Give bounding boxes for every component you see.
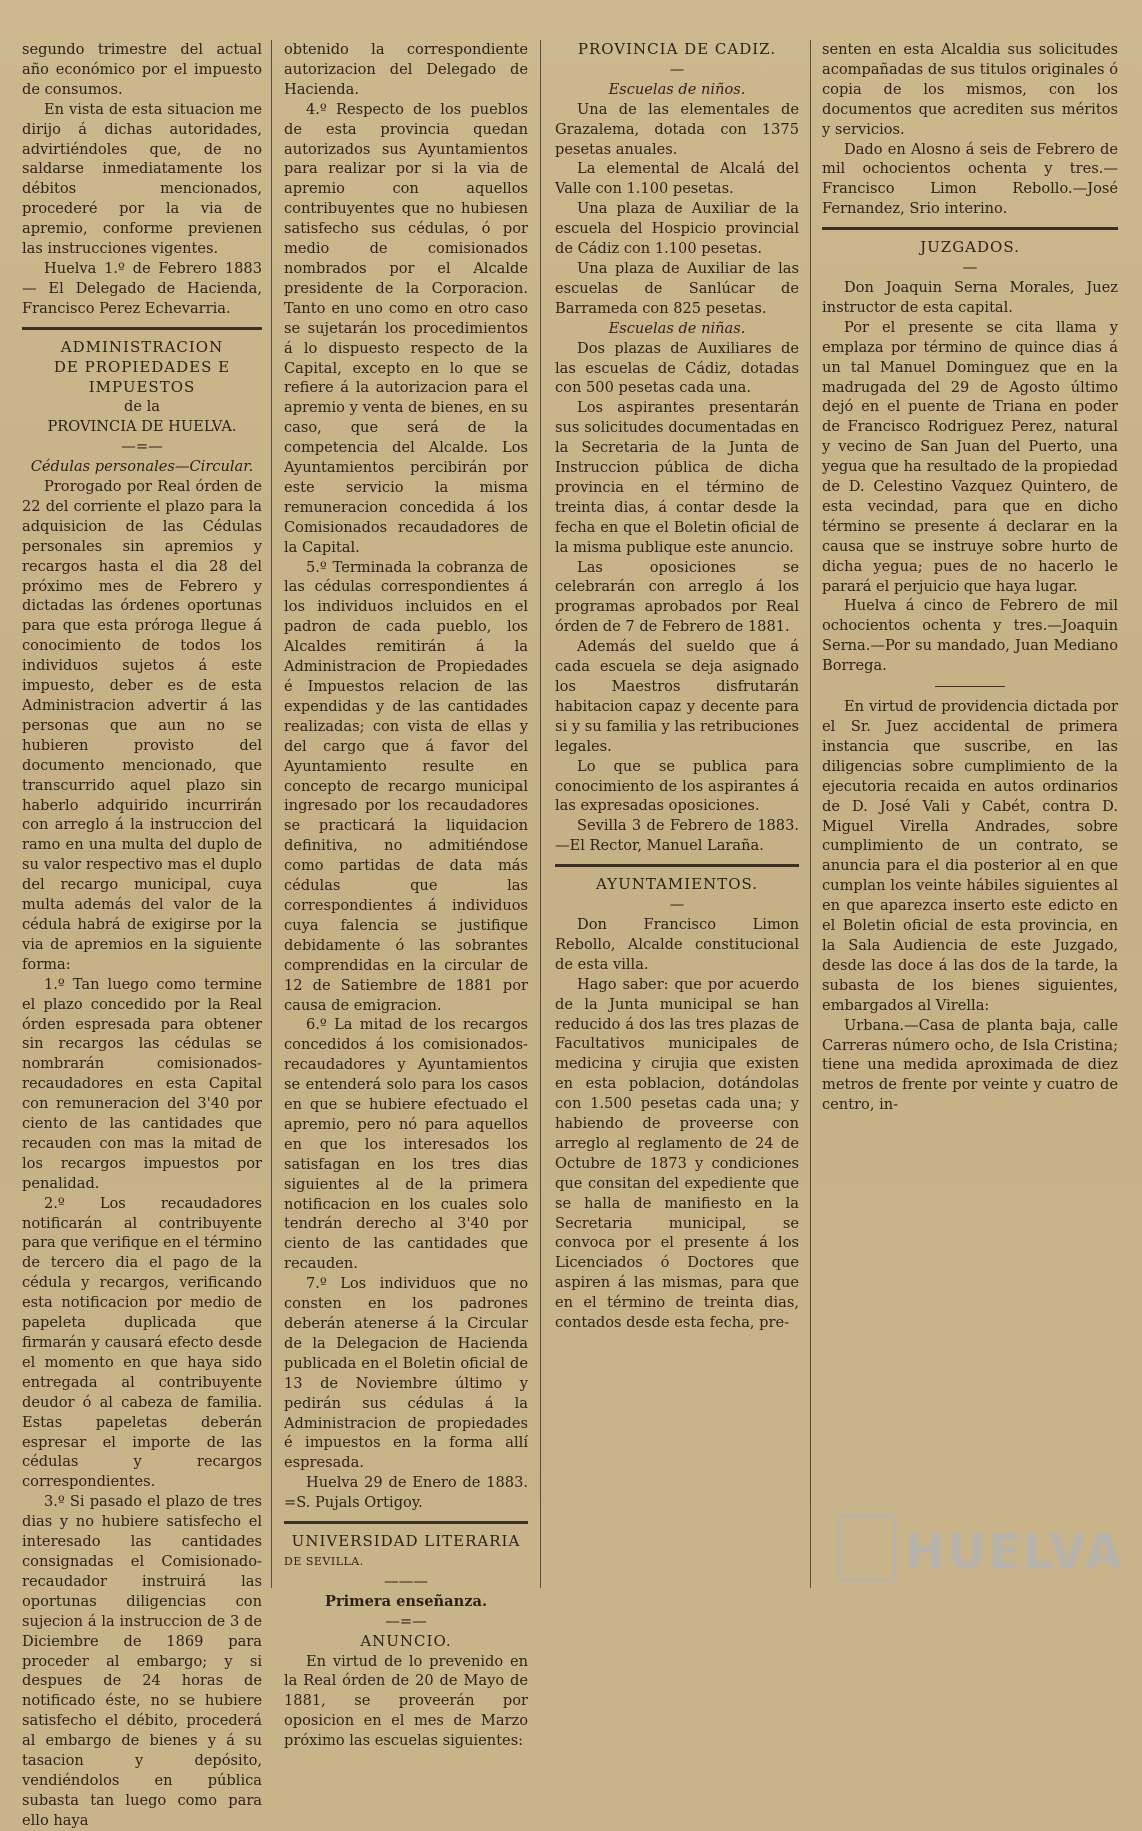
- subheading: Cédulas personales—Circular.: [30, 458, 254, 476]
- paragraph: Las oposiciones se celebrarán con arreglo á los programas aprobados por Real órden de 7 de Febrero de 1881.: [555, 558, 799, 636]
- section-divider: [22, 327, 262, 330]
- paragraph: Huelva 1.º de Febrero 1883 — El Delegado de Hacienda, Francisco Perez Echevarria.: [22, 259, 262, 317]
- paragraph: Prorogado por Real órden de 22 del corriente el plazo para la adquisicion de las Cédulas personales sin apremios y recargos hasta el dia 28 del próximo mes de Febrero y dictadas las órdenes oportunas para que esta próroga llegue á conocimiento de todos los individuos sujetos á este impuesto, deber es de esta Administracion advertir á las personas que aun no se hubieren provisto del documento mencionado, que transcurrido aquel plazo sin haberlo adquirido incurrirán con arreglo á la instruccion del ramo en una multa del duplo de su valor respectivo mas el duplo del recargo municipal, cuya multa además del valor de la cédula habrá de exigirse por la via de apremios en la siguiente forma:: [22, 478, 262, 973]
- ornament-dash: —: [669, 896, 685, 914]
- ornament-dash: —: [669, 60, 685, 78]
- ornament-dash: —: [962, 259, 978, 277]
- paragraph: La elemental de Alcalá del Valle con 1.100 pesetas.: [555, 160, 799, 198]
- subheading: Escuelas de niñas.: [608, 319, 746, 337]
- paragraph: 4.º Respecto de los pueblos de esta provincia quedan autorizados sus Ayuntamientos para realizar por si la via de apremio con aquellos contribuyentes que no hubiesen satisfecho sus cédulas, ó por medio de comisionados nombrados por el Alcalde presidente de la Corporacion. Tanto en uno como en otro caso se sujetarán los procedimientos á lo dispuesto respecto de la Capital, excepto en lo que se refiere á la autorizacion para el apremio y venta de bienes, en su caso, que será de la competencia del Alcalde. Los Ayuntamientos percibirán por este servicio la misma remuneracion concedida á los Comisionados recaudadores de la Capital.: [284, 100, 528, 556]
- paragraph: Hago saber: que por acuerdo de la Junta municipal se han reducido á dos las tres plazas de Facultativos municipales de medicina y cirujia que existen en esta poblacion, dotándolas con 1.500 pesetas cada una; y habiendo de proveerse con arreglo al reglamento de 24 de Octubre de 1873 y condiciones que consitan del expediente que se halla de manifiesto en la Secretaria municipal, se convoca por el presente á los Licenciados ó Doctores que aspiren á las mismas, para que en el término de treinta dias, contados desde esta fecha, pre-: [555, 975, 799, 1332]
- section-heading: DE PROPIEDADES E IMPUESTOS: [53, 357, 231, 396]
- paragraph: segundo trimestre del actual año económico por el impuesto de consumos.: [22, 41, 262, 98]
- short-divider: [935, 686, 1005, 687]
- section-heading: UNIVERSIDAD LITERARIA: [291, 1532, 521, 1551]
- paragraph: En virtud de providencia dictada por el Sr. Juez accidental de primera instancia que suscribe, en las diligencias sobre cumplimiento de la ejecutoria recaida en autos ordinarios de D. José Vali y Cabét, contra D. Miguel Virella Andrades, sobre cumplimiento de un contrato, se anuncia para el dia posterior al en que cumplan los veinte hábiles siguientes al en que aparezca inserto este edicto en el Boletin oficial de esta provincia, en la Sala Audiencia de este Juzgado, desde las doce á las dos de la tarde, la subasta de los bienes siguientes, embargados al Virella:: [822, 698, 1118, 1014]
- bold-heading: Primera enseñanza.: [324, 1592, 488, 1610]
- paragraph: Una plaza de Auxiliar de las escuelas de Sanlúcar de Barrameda con 825 pesetas.: [555, 259, 799, 317]
- section-heading: ADMINISTRACION: [60, 337, 224, 356]
- column-2: [284, 40, 528, 1751]
- ornament-dash: ———: [384, 1572, 428, 1590]
- column-rule: [540, 40, 541, 1588]
- paragraph: Los aspirantes presentarán sus solicitudes documentadas en la Secretaria de la Junta de Instruccion pública de dicha provincia en el término de treinta dias, á contar desde la fecha en que el Boletin oficial de la misma publique este anuncio.: [555, 399, 799, 556]
- paragraph: 2.º Los recaudadores notificarán al contribuyente para que verifique en el término de tercero dia el pago de la cédula y recargos, verificando esta notificacion por medio de papeleta duplicada que firmarán y causará efecto desde el momento en que haya sido entregada al contribuyente deudor ó al cabeza de familia. Estas papeletas deberán espresar el importe de las cédulas y recargos correspondientes.: [22, 1194, 262, 1491]
- column-4: [822, 40, 1118, 1115]
- paragraph: 6.º La mitad de los recargos concedidos á los comisionados-recaudadores y Ayuntamientos se entenderá solo para los casos en que se hubiere efectuado el apremio, pero nó para aquellos en que los interesados los satisfagan en los tres dias siguientes al de la primera notificacion en los cuales solo tendrán derecho al 3'40 por ciento de las cantidades que recauden.: [284, 1016, 528, 1273]
- paragraph: 7.º Los individuos que no consten en los padrones deberán atenerse á la Circular de la Delegacion de Hacienda publicada en el Boletin oficial de 13 de Noviembre último y pedirán sus cédulas á la Administracion de propiedades é impuestos en la forma allí espresada.: [284, 1275, 528, 1472]
- column-rule: [810, 40, 811, 1588]
- watermark: HUELVA: [905, 1524, 1124, 1580]
- paragraph: Dado en Alosno á seis de Febrero de mil ochocientos ochenta y tres.—Francisco Limon Rebollo.—José Fernandez, Srio interino.: [822, 140, 1118, 218]
- section-heading: PROVINCIA DE CADIZ.: [577, 40, 777, 58]
- paragraph: Huelva 29 de Enero de 1883. =S. Pujals Ortigoy.: [284, 1474, 528, 1512]
- paragraph: 3.º Si pasado el plazo de tres dias y no hubiere satisfecho el interesado las cantidades consignadas el Comisionado-recaudador instruirá las oportunas diligencias con sujecion á la instruccion de 3 de Diciembre de 1869 para proceder al embargo; y si despues de 24 horas de notificado éste, no se hubiere satisfecho el débito, procederá al embargo de bienes y á su tasacion y depósito, vendiéndolos en pública subasta tan luego como para ello haya: [22, 1493, 262, 1829]
- column-1: [22, 40, 262, 1831]
- paragraph: obtenido la correspondiente autorizacion del Delegado de Hacienda.: [284, 41, 528, 98]
- paragraph: Por el presente se cita llama y emplaza por término de quince dias á un tal Manuel Dominguez que en la madrugada del 29 de Agosto último dejó en el puente de Triana en poder de Francisco Rodriguez Perez, natural y vecino de San Juan del Puerto, una yegua que ha resultado de la propiedad de D. Celestino Vazquez Quintero, de esta vecindad, para que en dicho término se presente á declarar en la causa que se instruye sobre hurto de dicha yegua; pues de no hacerlo le parará el perjuicio que haya lugar.: [822, 318, 1118, 595]
- subheading: Escuelas de niños.: [608, 80, 746, 98]
- column-rule: [271, 40, 272, 1588]
- section-divider: [822, 227, 1118, 230]
- ornament-dash: —=—: [121, 438, 163, 456]
- section-divider: [555, 864, 799, 867]
- paragraph: Una plaza de Auxiliar de la escuela del Hospicio provincial de Cádiz con 1.100 pesetas.: [555, 200, 799, 258]
- paragraph: Urbana.—Casa de planta baja, calle Carreras número ocho, de Isla Cristina; tiene una medida aproximada de diez metros de frente por veinte y cuatro de centro, in-: [822, 1016, 1118, 1114]
- paragraph: En vista de esta situacion me dirijo á dichas autoridades, advirtiéndoles que, de no saldarse inmediatamente los débitos mencionados, procederé por la via de apremio, conforme previenen las instrucciones vigentes.: [22, 100, 262, 258]
- section-divider: [284, 1521, 528, 1524]
- centered-line: PROVINCIA DE HUELVA.: [47, 418, 237, 436]
- paragraph: 1.º Tan luego como termine el plazo concedido por la Real órden espresada para obtener sin recargos las cédulas se nombrarán comisionados-recaudadores en esta Capital con remuneracion del 3'40 por ciento de las cantidades que recauden con mas la mitad de los recargos impuestos por penalidad.: [22, 975, 262, 1192]
- paragraph: Don Francisco Limon Rebollo, Alcalde constitucional de esta villa.: [555, 915, 799, 973]
- section-heading: ANUNCIO.: [360, 1631, 452, 1650]
- paragraph: Una de las elementales de Grazalema, dotada con 1375 pesetas anuales.: [555, 100, 799, 158]
- paragraph: Huelva á cinco de Febrero de mil ochocientos ochenta y tres.—Joaquin Serna.—Por su mandado, Juan Mediano Borrega.: [822, 597, 1118, 675]
- section-heading: JUZGADOS.: [920, 238, 1020, 257]
- paragraph: 5.º Terminada la cobranza de las cédulas correspondientes á los individuos incluidos en el padron de cada pueblo, los Alcaldes remitirán á la Administracion de Propiedades é Impuestos relacion de las expendidas y de las cantidades realizadas; con vista de ellas y del cargo que á favor del Ayuntamiento resulte en concepto de recargo municipal ingresado por los recaudadores se practicará la liquidacion definitiva, no admitiéndose como partidas de data más cédulas que las correspondientes á individuos cuya falencia se justifique debidamente ó las sobrantes comprendidas en la circular de 12 de Satiembre de 1881 por causa de emigracion.: [284, 558, 528, 1014]
- watermark-emblem: [838, 1514, 896, 1582]
- column-3: [555, 40, 799, 1333]
- section-heading: AYUNTAMIENTOS.: [595, 875, 759, 894]
- paragraph: En virtud de lo prevenido en la Real órden de 20 de Mayo de 1881, se proveerán por oposicion en el mes de Marzo próximo las escuelas siguientes:: [284, 1652, 528, 1750]
- paragraph: senten en esta Alcaldia sus solicitudes acompañadas de sus titulos originales ó copia de los mismos, con los documentos que acrediten sus méritos y servicios.: [822, 41, 1118, 138]
- paragraph: Dos plazas de Auxiliares de las escuelas de Cádiz, dotadas con 500 pesetas cada una.: [555, 339, 799, 397]
- small-heading: DE SEVILLA.: [284, 1554, 364, 1568]
- ornament-dash: —=—: [385, 1612, 427, 1630]
- centered-line: de la: [124, 398, 160, 416]
- paragraph: Don Joaquin Serna Morales, Juez instructor de esta capital.: [822, 278, 1118, 316]
- paragraph: Además del sueldo que á cada escuela se deja asignado los Maestros disfrutarán habitacion capaz y decente para si y su familia y las retribuciones legales.: [555, 638, 799, 755]
- paragraph: Lo que se publica para conocimiento de los aspirantes á las expresadas oposiciones.: [555, 757, 799, 815]
- paragraph: Sevilla 3 de Febrero de 1883.—El Rector, Manuel Laraña.: [555, 817, 799, 855]
